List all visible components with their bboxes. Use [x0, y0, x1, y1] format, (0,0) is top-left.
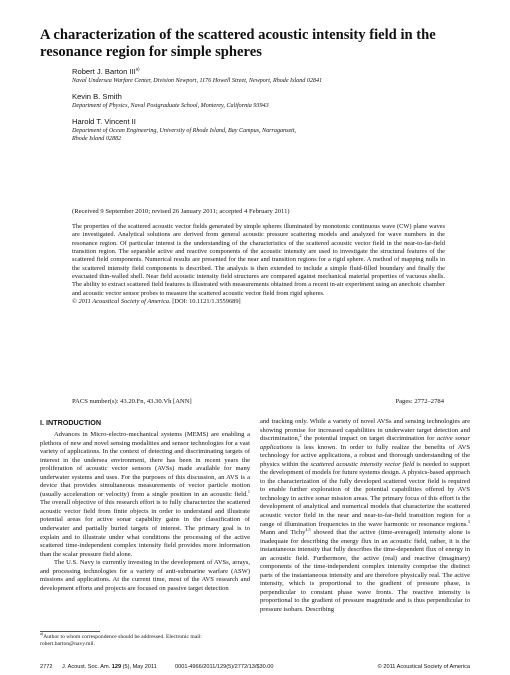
- footnote-mark: a): [40, 631, 44, 637]
- affiliation-line: Rhode Island 02882: [72, 136, 122, 143]
- correspondence-footnote: [40, 631, 250, 648]
- emphasis-text: scattered acoustic intensity vector field: [310, 460, 415, 468]
- journal-citation: [62, 664, 157, 670]
- reference-link[interactable]: 2: [299, 432, 302, 438]
- emphasis-text: active sonar applications: [260, 435, 470, 451]
- copyright-line: 2011 Acoustical Society of America.: [78, 298, 171, 306]
- paragraph: [260, 418, 470, 615]
- article-title: A characterization of the scattered acoustic intensity field in the resonance region for simple spheres: [40, 27, 436, 60]
- reference-link[interactable]: 3: [467, 518, 470, 524]
- section-heading: I. INTRODUCTION: [40, 418, 102, 427]
- abstract: [72, 223, 445, 306]
- paragraph-text: and tracking only. While a variety of novel AVSs and sensing technologies are showing promise for increased capabilities in underwater target detection and discrimination,: [260, 418, 470, 443]
- paragraph-text: is needed to support the development of models for future systems design. A physics-based approach to the characterization of the fully developed scattered vector field is required to enable further exploration of the potential capabilities offered by AVS technology in active sonar mission areas. The primary focus of this effort is the development of analytical and numerical models that characterize the scattered acoustic vector field in the near and near-to-far-field transition region for a range of illumination frequencies in the wave harmonic or resonance regions.: [260, 460, 471, 528]
- paragraph-text: Advances in Micro-electro-mechanical systems (MEMS) are enabling a plethora of new and novel sensing modalities and sensor technologies for a vast variety of applications. In the context of detecting and discriminating targets of interest in the undersea environment, there has been in recent years the proliferation of acoustic vector sensors (AVSs) made available for many underwater systems and uses. For the purposes of this discussion, an AVS is a device that provides simultaneous measurements of vector particle motion (usually acceleration or velocity) from a single position in an acoustic field.: [40, 431, 250, 498]
- right-column: [260, 418, 470, 615]
- reference-link[interactable]: 1: [247, 488, 250, 494]
- author-footnote-mark: a): [135, 66, 140, 72]
- paragraph-text: The overall objective of this research effort is to fully characterize the scattered acoustic vector field from finite objects in order to understand and illustrate potential areas for active sonar capability gains in the classification of underwater and partially buried targets of interest. The primary goal is to explain and to illustrate under what conditions the processing of the active scattered time-independent complex intensity field provides more information than the scalar pressure field alone.: [40, 499, 250, 558]
- paragraph-text: is less known. In order to fully realize the benefits of AVS technology for active applications, a robust and thorough understanding of the physics within the: [260, 443, 470, 468]
- paragraph: [40, 431, 250, 559]
- pacs-numbers: PACS number(s): 43.20.Fn, 43.30.Vh [ANN]: [72, 398, 192, 405]
- paragraph-text: showed that the active (time-averaged) intensity alone is inadequate for describing the energy flux in an acoustic field, rather, it is the instantaneous intensity that fully describes the time-dependent flux of energy in an acoustic field. Furthermore, the active (real) and reactive (imaginary) components of the time-independent complex intensity comprise the distinct parts of the instantaneous intensity and are therefore physically real. The active intensity, which is proportional to the gradient of pressure phase, is perpendicular to constant phase wave fronts. The reactive intensity is proportional to the gradient of pressure magnitude and is thus perpendicular to pressure isobars. Describing: [260, 529, 470, 614]
- copyright-symbol: ©: [72, 298, 77, 306]
- doi: [DOI: 10.1121/1.3559689]: [172, 298, 241, 306]
- article-code: 0001-4966/2011/129(5)/2772/13/$30.00: [175, 664, 274, 670]
- journal-name: J. Acoust. Soc. Am.: [62, 664, 111, 670]
- reference-link[interactable]: 4,5: [305, 526, 311, 532]
- left-column: [40, 431, 250, 593]
- received-dates: (Received 9 September 2010; revised 26 January 2011; accepted 4 February 2011): [72, 208, 290, 215]
- volume-number: 129: [111, 664, 122, 670]
- paragraph: The U.S. Navy is currently investing in the development of AVSs, arrays, and processing technologies for a variety of anti-submarine warfare (ASW) missions and applications. At the current time, most of the AVS research and development efforts and projects are focused on passive target detection: [40, 559, 250, 592]
- footnote-divider: [40, 631, 100, 632]
- author-1-name: Robert J. Barton III: [72, 67, 136, 76]
- abstract-body: The properties of the scattered acoustic vector fields generated by simple spheres illuminated by monotonic continuous wave (CW) plane waves are investigated. Analytical solutions are derived from general acoustic pressure scattering models and analyzed for wave numbers in the resonance region. Of particular interest is the understanding of the characteristics of the scattered acoustic vector field in the near-to-far-field transition region. The separable active and reactive components of the acoustic intensity are used to investigate the structural features of the scattered field components. Numerical results are presented for the near and transition regions for a rigid sphere. A method of mapping nulls in the scattered intensity field components is described. The analysis is then extended to include a simple fluid-filled boundary and finally the evacuated thin-walled shell. Near field acoustic intensity field structures are compared against mechanical material properties of vacuous shells. The ability to extract scattered field features is illustrated with measurements obtained from a recent in-air experiment using an anechoic chamber and acoustic vector sensor probes to measure the scattered acoustic vector field from rigid spheres.: [72, 223, 445, 297]
- page-number: 2772: [40, 664, 53, 670]
- author-3-name: Harold T. Vincent II: [72, 117, 136, 126]
- author-affiliation: Naval Undersea Warfare Center, Division Newport, 1176 Howell Street, Newport, Rhode Island 02841: [72, 78, 323, 84]
- paragraph-text: the potential impact on target discrimination for: [301, 435, 437, 443]
- footnote-text: Author to whom correspondence should be addressed. Electronic mail: robert.barton@navy.mil.: [40, 634, 202, 647]
- author-affiliation: Department of Physics, Naval Postgraduate School, Monterey, California 93943: [72, 103, 269, 109]
- author-affiliation: [72, 127, 452, 144]
- issue-date: (5), May 2011: [121, 664, 157, 670]
- author-2-name: Kevin B. Smith: [72, 92, 122, 101]
- affiliation-line: Department of Ocean Engineering, University of Rhode Island, Bay Campus, Narragansett,: [72, 128, 297, 134]
- page-range: Pages: 2772–2784: [395, 398, 444, 405]
- paragraph-text: Mann and Tichy: [260, 529, 306, 537]
- author-name: [72, 67, 139, 76]
- footer-copyright: © 2011 Acoustical Society of America: [377, 664, 470, 670]
